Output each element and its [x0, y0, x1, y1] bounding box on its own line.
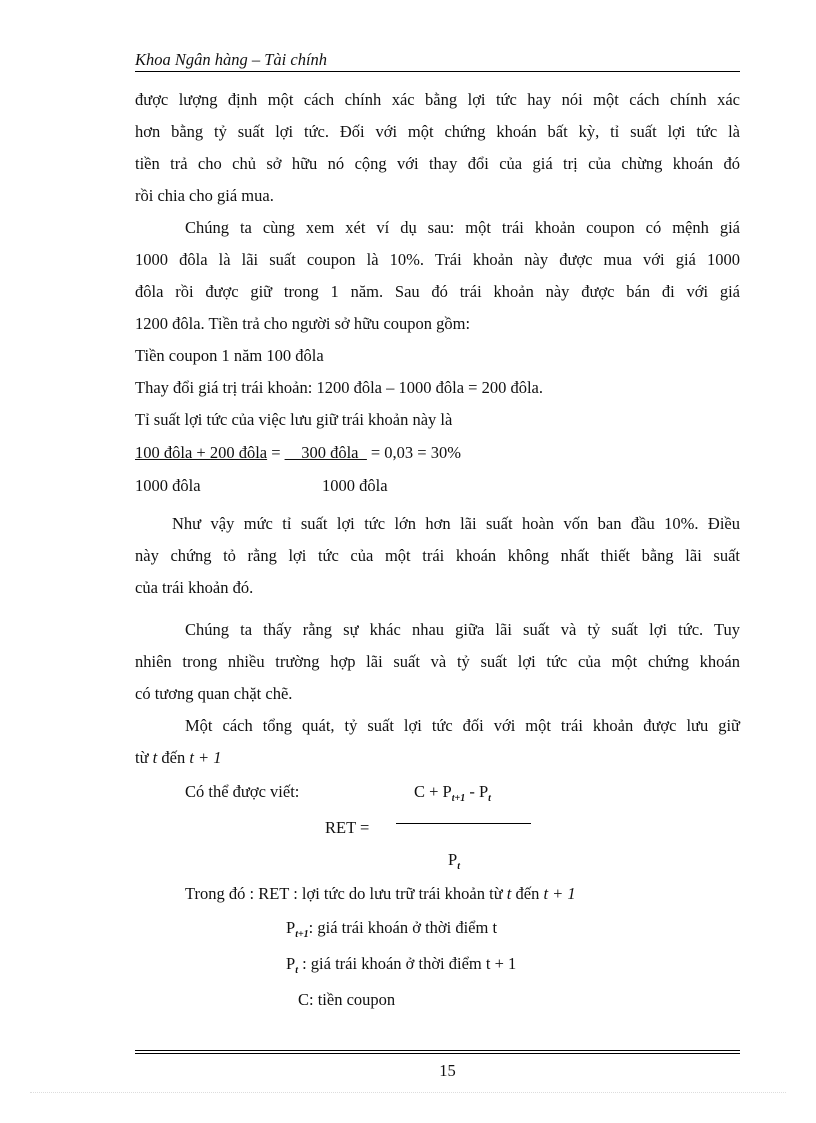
paragraph-line: này chứng tỏ rằng lợi tức của một trái khoán không nhất thiết bằng lãi suất [135, 546, 740, 565]
paragraph-line: được lượng định một cách chính xác bằng lợi tức hay nói một cách chính xác [135, 90, 740, 109]
var-t1: t + 1 [543, 884, 576, 903]
header-rule [135, 71, 740, 72]
subscript: t [488, 793, 491, 804]
var-t: t [152, 748, 158, 767]
text-segment: P [286, 954, 296, 973]
text-segment: - P [465, 782, 489, 801]
text-segment: C + P [414, 782, 452, 801]
text-segment: từ [135, 748, 153, 767]
value-change-line: Thay đổi giá trị trái khoản: 1200 đôla – 1000 đôla = 200 đôla. [135, 378, 543, 397]
paragraph-line: có tương quan chặt chẽ. [135, 684, 293, 703]
page-edge [30, 1092, 786, 1093]
page-number: 15 [439, 1061, 456, 1080]
paragraph-line: đôla rồi được giữ trong 1 năm. Sau đó trái khoản này được bán đi với giá [135, 282, 740, 301]
paragraph-line: 1200 đôla. Tiền trả cho người sở hữu coupon gồm: [135, 314, 471, 333]
page-header: Khoa Ngân hàng – Tài chính [135, 50, 328, 69]
calc-denominator-1: 1000 đôla [135, 476, 201, 495]
text-segment: : giá trái khoán ở thời điểm t [308, 918, 498, 937]
paragraph-line: của trái khoản đó. [135, 578, 254, 597]
calc-denominator-2: 1000 đôla [322, 476, 388, 495]
formula-lhs: RET = [325, 818, 370, 837]
subscript: t+1 [295, 929, 309, 940]
definition-p-t [286, 954, 516, 974]
calc-num1: 100 đôla + 200 đôla [135, 443, 268, 462]
text-segment: P [448, 850, 458, 869]
footer-rule [135, 1053, 740, 1054]
definition-c: C: tiền coupon [298, 990, 396, 1009]
paragraph-line: Một cách tổng quát, tỷ suất lợi tức đối với một trái khoản được lưu giữ [185, 716, 740, 735]
footer-rule [135, 1050, 740, 1051]
paragraph-line: 1000 đôla là lãi suất coupon là 10%. Trái khoản này được mua với giá 1000 [135, 250, 740, 269]
definition-ret [185, 884, 576, 904]
formula-numerator [414, 782, 491, 802]
coupon-line: Tiền coupon 1 năm 100 đôla [135, 346, 324, 365]
subscript: t+1 [451, 793, 466, 804]
fraction-bar [396, 823, 531, 824]
var-t1: t + 1 [189, 748, 222, 767]
paragraph-line [135, 748, 222, 768]
paragraph-line: rồi chia cho giá mua. [135, 186, 274, 205]
text-segment: đến [511, 884, 544, 903]
paragraph-line: Chúng ta thấy rằng sự khác nhau giữa lãi suất và tỷ suất lợi tức. Tuy [185, 620, 740, 639]
formula-denominator [448, 850, 460, 870]
ratio-intro-line: Tỉ suất lợi tức của việc lưu giữ trái khoản này là [135, 410, 453, 429]
paragraph-line: nhiên trong nhiều trường hợp lãi suất và tỷ suất lợi tức của một chứng khoán [135, 652, 740, 671]
paragraph-line: Như vậy mức tỉ suất lợi tức lớn hơn lãi suất hoàn vốn ban đầu 10%. Điều [172, 514, 740, 533]
text-segment: P [286, 918, 296, 937]
calculation-numerator [135, 443, 461, 463]
calc-eq1: = [267, 443, 285, 462]
calc-rest: = 0,03 = 30% [366, 443, 461, 462]
var-t: t [506, 884, 512, 903]
subscript: t [457, 861, 460, 872]
definition-p-t1 [286, 918, 497, 938]
text-segment: đến [157, 748, 190, 767]
formula-intro: Có thể được viết: [185, 782, 300, 801]
subscript: t [295, 965, 298, 976]
paragraph-line: hơn bằng tỷ suất lợi tức. Đối với một chứng khoán bất kỳ, tỉ suất lợi tức là [135, 122, 740, 141]
text-segment: : giá trái khoán ở thời điểm t + 1 [297, 954, 517, 973]
calc-num2: __300 đôla_ [284, 443, 367, 462]
paragraph-line: Chúng ta cùng xem xét ví dụ sau: một trái khoản coupon có mệnh giá [185, 218, 740, 237]
paragraph-line: tiền trả cho chủ sở hữu nó cộng với thay đổi của giá trị của chừng khoán đó [135, 154, 740, 173]
text-segment: Trong đó : RET : lợi tức do lưu trữ trái khoản từ [185, 884, 507, 903]
